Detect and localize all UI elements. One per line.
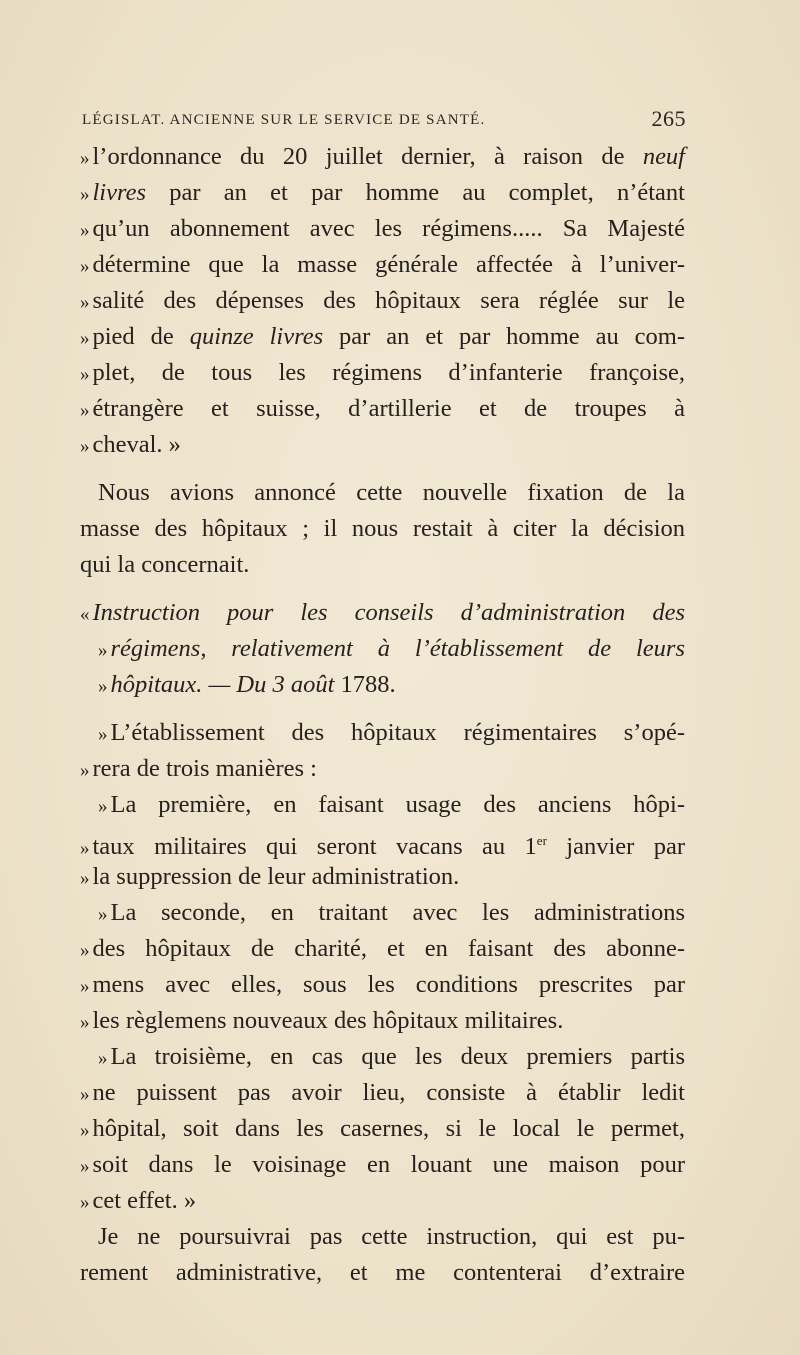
text-line: rement administrative, et me contenterai d’extraire bbox=[80, 1259, 685, 1286]
text-line: masse des hôpitaux ; il nous restait à citer la décision bbox=[80, 515, 685, 542]
text-line: » mens avec elles, sous les conditions prescrites par bbox=[80, 971, 685, 998]
text-line: » soit dans le voisinage en louant une maison pour bbox=[80, 1151, 685, 1178]
text-line: » l’ordonnance du 20 juillet dernier, à raison de neuf bbox=[80, 143, 685, 170]
page-header bbox=[80, 106, 686, 136]
text-line: » ne puissent pas avoir lieu, consiste à établir ledit bbox=[80, 1079, 685, 1106]
text-line: » rera de trois manières : bbox=[80, 755, 317, 782]
running-title: LÉGISLAT. ANCIENNE SUR LE SERVICE DE SANTÉ. bbox=[82, 112, 486, 128]
text-line: » les règlemens nouveaux des hôpitaux militaires. bbox=[80, 1007, 564, 1034]
text-line: » étrangère et suisse, d’artillerie et de troupes à bbox=[80, 395, 685, 422]
text-line: » pied de quinze livres par an et par homme au com- bbox=[80, 323, 686, 350]
text-line: » régimens, relativement à l’établissement de leurs bbox=[98, 635, 685, 662]
text-line: » des hôpitaux de charité, et en faisant des abonne- bbox=[80, 935, 685, 962]
text-line: » hôpital, soit dans les casernes, si le local le permet, bbox=[80, 1115, 685, 1142]
text-line: » qu’un abonnement avec les régimens..... Sa Majesté bbox=[80, 215, 685, 242]
text-line: » hôpitaux. — Du 3 août 1788. bbox=[98, 671, 396, 698]
text-line: » La troisième, en cas que les deux premiers partis bbox=[98, 1043, 685, 1070]
text-line: » cheval. » bbox=[80, 431, 181, 458]
text-line: » détermine que la masse générale affectée à l’univer- bbox=[80, 251, 685, 278]
text-line: Nous avions annoncé cette nouvelle fixation de la bbox=[98, 479, 685, 506]
text-line: » La seconde, en traitant avec les administrations bbox=[98, 899, 685, 926]
text-line: » la suppression de leur administration. bbox=[80, 863, 460, 890]
text-line: » taux militaires qui seront vacans au 1er janvier par bbox=[80, 833, 685, 861]
text-line: » L’établissement des hôpitaux régimentaires s’opé- bbox=[98, 719, 685, 746]
text-line: « Instruction pour les conseils d’administration des bbox=[80, 599, 685, 626]
text-line: » cet effet. » bbox=[80, 1187, 197, 1214]
text-line: Je ne poursuivrai pas cette instruction, qui est pu- bbox=[98, 1223, 685, 1250]
text-line: » livres par an et par homme au complet, n’étant bbox=[80, 179, 685, 206]
text-line: » La première, en faisant usage des anciens hôpi- bbox=[98, 791, 685, 818]
text-line: » salité des dépenses des hôpitaux sera réglée sur le bbox=[80, 287, 685, 314]
page-number: 265 bbox=[651, 106, 686, 131]
text-line: » plet, de tous les régimens d’infanterie françoise, bbox=[80, 359, 685, 386]
text-line: qui la concernait. bbox=[80, 551, 250, 578]
